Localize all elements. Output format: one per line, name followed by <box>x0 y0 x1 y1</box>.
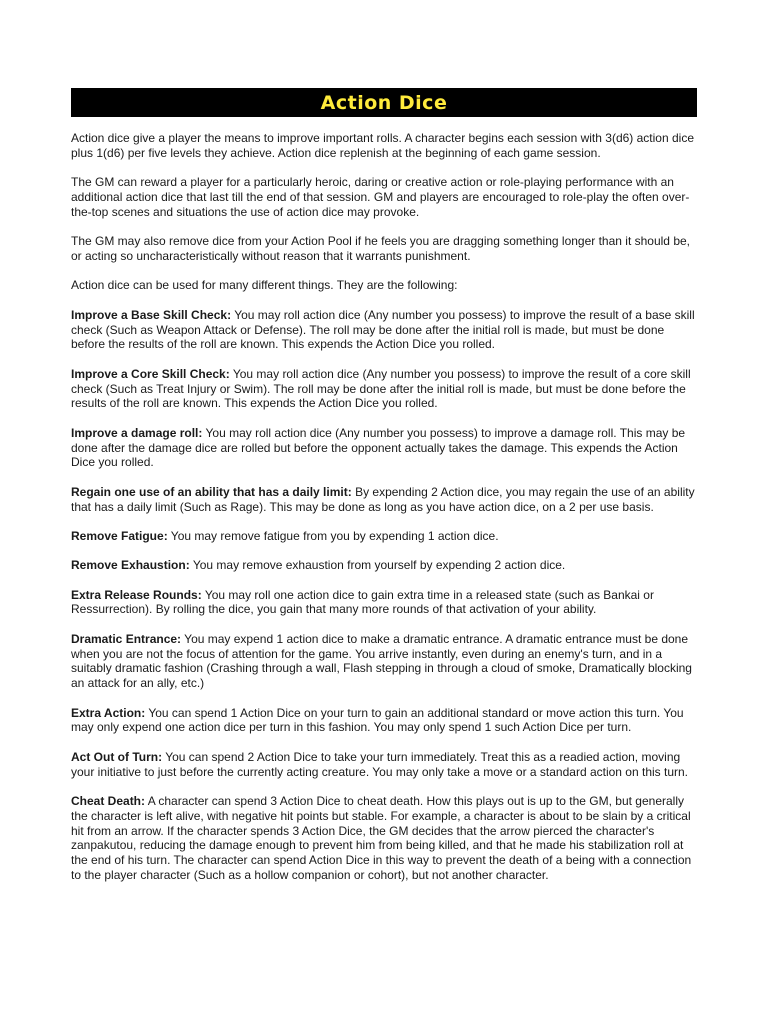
use-label: Remove Exhaustion: <box>71 558 190 573</box>
use-label: Dramatic Entrance: <box>71 631 182 646</box>
use-paragraph-extra-action <box>71 706 697 736</box>
use-paragraph-regain-ability <box>71 485 697 515</box>
title-bar <box>71 88 697 117</box>
use-label: Extra Action: <box>71 705 146 720</box>
use-text: You may roll one action dice to gain extra time in a released state (such as Bankai or Ressurrection). By rolling the dice, you gain that many more rounds of that activation of your ability. <box>71 587 654 617</box>
use-label: Cheat Death: <box>71 794 146 809</box>
use-label: Improve a Core Skill Check: <box>71 366 230 381</box>
use-paragraph-improve-damage-roll <box>71 426 697 470</box>
use-label: Improve a Base Skill Check: <box>71 307 232 322</box>
use-text: You can spend 1 Action Dice on your turn to gain an additional standard or move action this turn. You may only expend one action dice per turn in this fashion. You may only spend 1 such Action Dice per turn. <box>71 705 684 735</box>
use-paragraph-remove-fatigue <box>71 529 697 544</box>
intro-paragraph: Action dice give a player the means to improve important rolls. A character begins each session with 3(d6) action dice plus 1(d6) per five levels they achieve. Action dice replenish at the beginning of each game session. <box>71 131 694 160</box>
intro-paragraph: Action dice can be used for many different things. They are the following: <box>71 278 458 293</box>
use-text: You may remove exhaustion from yourself by expending 2 action dice. <box>189 558 566 573</box>
use-label: Improve a damage roll: <box>71 425 203 440</box>
use-label: Remove Fatigue: <box>71 528 168 543</box>
document-page <box>71 88 697 897</box>
use-label: Act Out of Turn: <box>71 749 163 764</box>
use-label: Regain one use of an ability that has a daily limit: <box>71 484 352 499</box>
use-text: You may remove fatigue from you by expending 1 action dice. <box>167 528 499 543</box>
use-text: You may expend 1 action dice to make a dramatic entrance. A dramatic entrance must be done when you are not the focus of attention for the game. You arrive instantly, even during an enemy's turn, and in a suitably dramatic fashion (Crashing through a wall, Flash stepping in through a cloud of smoke, Dramatically blocking an attack for an ally, etc.) <box>71 631 692 691</box>
use-paragraph-remove-exhaustion <box>71 558 697 573</box>
use-text: You may roll action dice (Any number you possess) to improve a damage roll. This may be done after the damage dice are rolled but before the opponent actually takes the damage. This expends the Action Dice you rolled. <box>71 425 686 470</box>
use-text: A character can spend 3 Action Dice to cheat death. How this plays out is up to the GM, but generally the character is left alive, with negative hit points but stable. For example, a character is about to be slain by a critical hit from an arrow. If the character spends 3 Action Dice, the GM decides that the arrow pierced the character's zanpakutou, reducing the damage enough to prevent him from being killed, and that he made his stabilization roll at the end of his turn. The character can spend Action Dice in this way to prevent the death of a being with a connection to the player character (Such as a hollow companion or cohort), but not another character. <box>71 794 692 882</box>
use-paragraph-improve-core-skill <box>71 367 697 411</box>
use-paragraph-act-out-of-turn <box>71 750 697 780</box>
use-paragraph-dramatic-entrance <box>71 632 697 691</box>
use-text: By expending 2 Action dice, you may regain the use of an ability that has a daily limit (Such as Rage). This may be done as long as you have action dice, on a 2 per use basis. <box>71 484 695 514</box>
use-text: You may roll action dice (Any number you possess) to improve the result of a core skill check (Such as Treat Injury or Swim). The roll may be done after the initial roll is made, but must be done before the results of the roll are known. This expends the Action Dice you rolled. <box>71 366 691 411</box>
use-paragraph-cheat-death <box>71 794 697 883</box>
use-label: Extra Release Rounds: <box>71 587 202 602</box>
use-text: You can spend 2 Action Dice to take your turn immediately. Treat this as a readied action, moving your initiative to just before the currently acting creature. You may only take a move or a standard action on this turn. <box>71 749 689 779</box>
use-paragraph-extra-release-rounds <box>71 588 697 618</box>
page-title: Action Dice <box>320 91 448 114</box>
intro-paragraph: The GM may also remove dice from your Action Pool if he feels you are dragging something longer than it should be, or acting so uncharacteristically without reason that it warrants punishment. <box>71 234 690 263</box>
use-text: You may roll action dice (Any number you possess) to improve the result of a base skill check (Such as Weapon Attack or Defense). The roll may be done after the initial roll is made, but must be done before the results of the roll are known. This expends the Action Dice you rolled. <box>71 307 695 352</box>
intro-paragraph: The GM can reward a player for a particularly heroic, daring or creative action or role-playing performance with an additional action dice that last till the end of that session. GM and players are encouraged to role-play the often over-the-top scenes and situations the use of action dice may provoke. <box>71 175 690 219</box>
use-paragraph-improve-base-skill <box>71 308 697 352</box>
